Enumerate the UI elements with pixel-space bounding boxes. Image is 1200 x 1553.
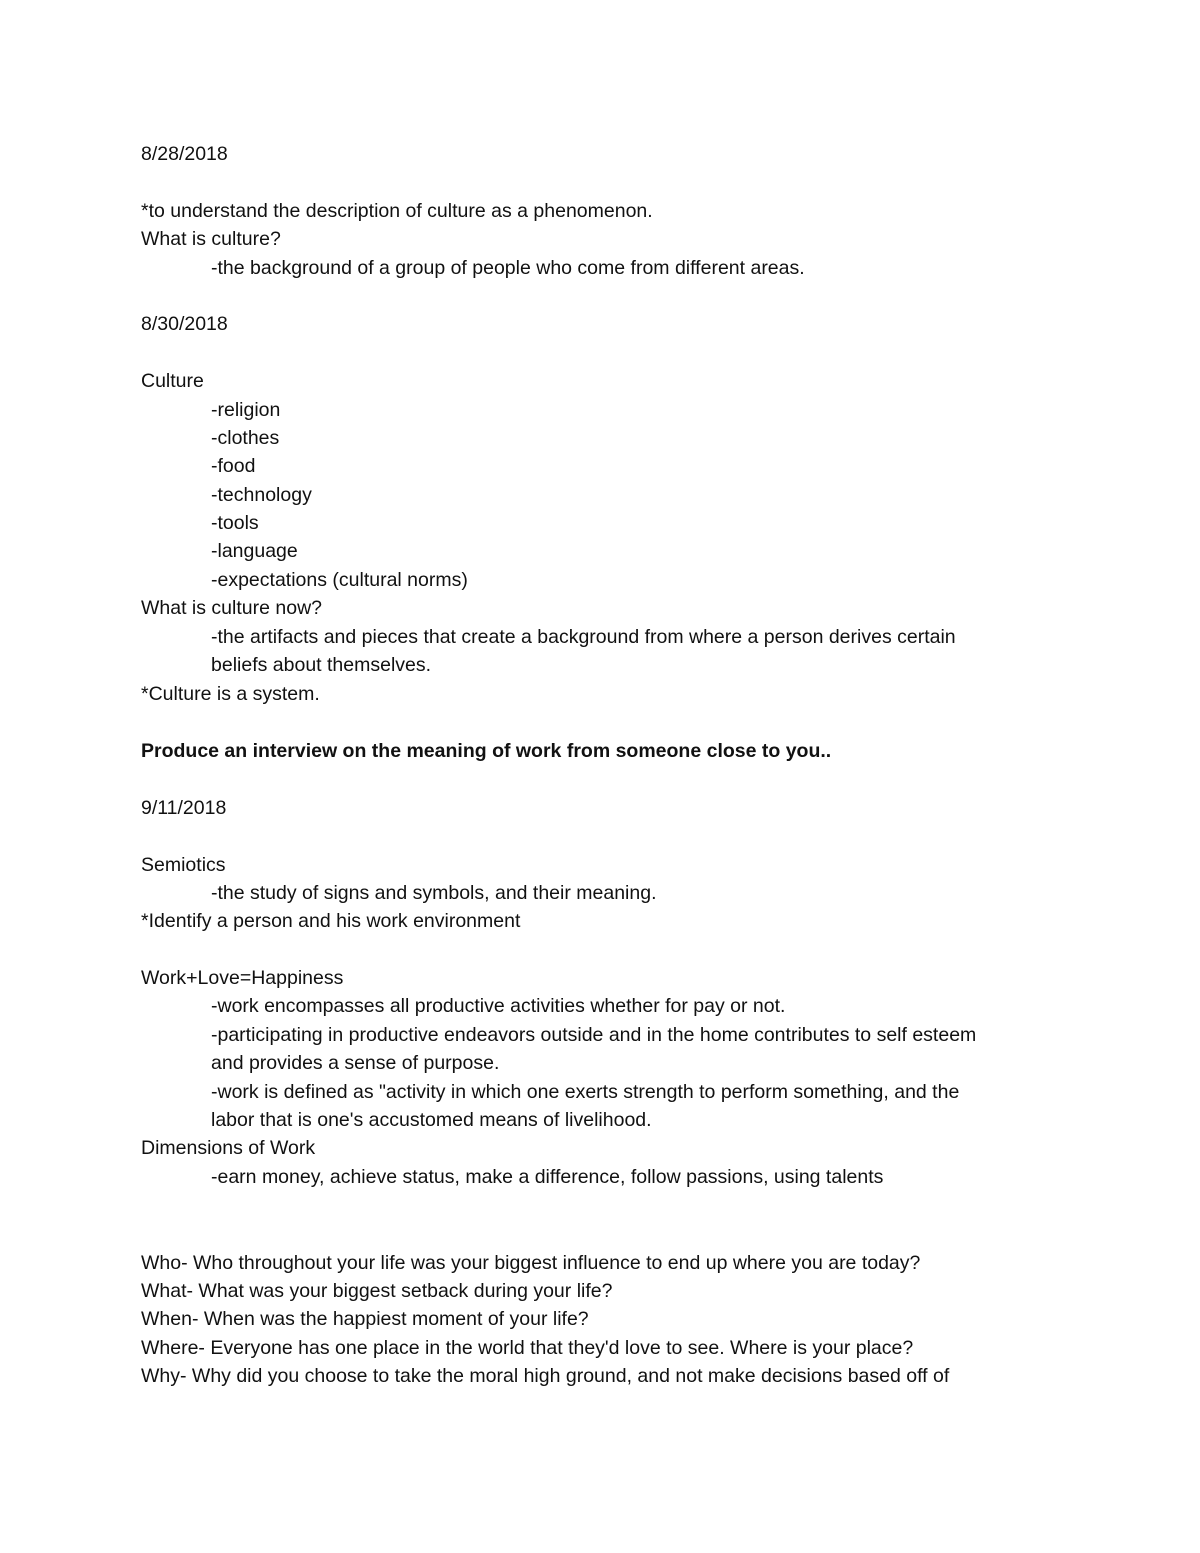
definition-line: -the study of signs and symbols, and their meaning.	[211, 882, 657, 904]
interview-question: Who- Who throughout your life was your biggest influence to end up where you are today?	[141, 1252, 921, 1274]
question-line: What is culture?	[141, 228, 281, 250]
list-item: -participating in productive endeavors outside and in the home contributes to self esteem	[211, 1024, 977, 1046]
section-heading: Culture	[141, 370, 204, 392]
answer-line: beliefs about themselves.	[211, 654, 432, 676]
list-item: -clothes	[211, 427, 280, 449]
list-item: -earn money, achieve status, make a difference, follow passions, using talents	[211, 1166, 884, 1188]
list-item: -religion	[211, 399, 281, 421]
list-item: and provides a sense of purpose.	[211, 1052, 500, 1074]
note-line: *Culture is a system.	[141, 683, 320, 705]
list-item: -food	[211, 455, 256, 477]
date-heading: 8/30/2018	[141, 313, 228, 335]
list-item: -technology	[211, 484, 312, 506]
answer-line: -the artifacts and pieces that create a background from where a person derives certain	[211, 626, 956, 648]
interview-question: Where- Everyone has one place in the world that they'd love to see. Where is your place?	[141, 1337, 914, 1359]
section-heading: Semiotics	[141, 854, 226, 876]
list-item: -expectations (cultural norms)	[211, 569, 468, 591]
interview-question: What- What was your biggest setback during your life?	[141, 1280, 613, 1302]
section-heading: Work+Love=Happiness	[141, 967, 344, 989]
list-item: -tools	[211, 512, 259, 534]
list-item: labor that is one's accustomed means of livelihood.	[211, 1109, 652, 1131]
list-item: -language	[211, 540, 298, 562]
interview-question: Why- Why did you choose to take the moral high ground, and not make decisions based off of	[141, 1365, 950, 1387]
answer-line: -the background of a group of people who come from different areas.	[211, 257, 805, 279]
note-line: *Identify a person and his work environment	[141, 910, 521, 932]
interview-question: When- When was the happiest moment of your life?	[141, 1308, 589, 1330]
date-heading: 8/28/2018	[141, 143, 228, 165]
list-item: -work is defined as "activity in which one exerts strength to perform something, and the	[211, 1081, 960, 1103]
question-line: What is culture now?	[141, 597, 322, 619]
objective-note: *to understand the description of culture as a phenomenon.	[141, 200, 653, 222]
list-item: -work encompasses all productive activities whether for pay or not.	[211, 995, 786, 1017]
section-heading: Dimensions of Work	[141, 1137, 316, 1159]
date-heading: 9/11/2018	[141, 797, 227, 819]
assignment-heading: Produce an interview on the meaning of work from someone close to you..	[141, 740, 832, 762]
